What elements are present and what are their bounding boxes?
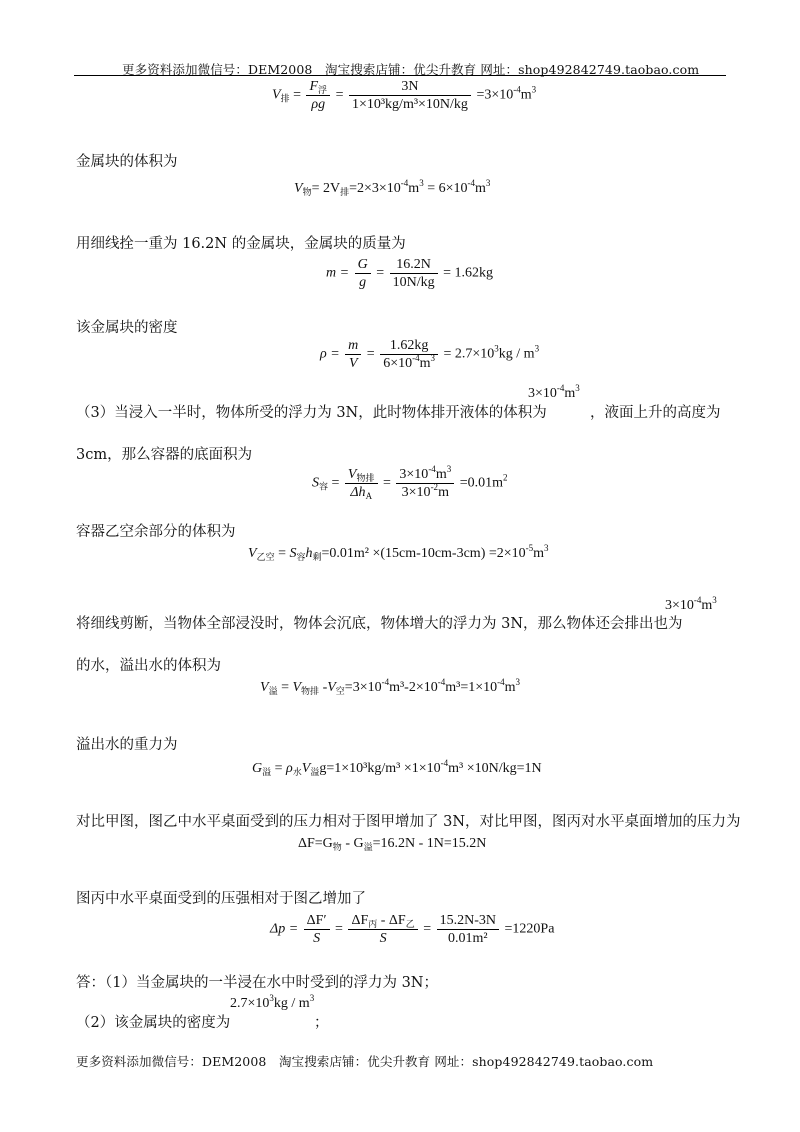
header-rule (74, 75, 726, 76)
text-part3-buoyancy: （3）当浸入一半时，物体所受的浮力为 3N，此时物体排开液体的体积为 (76, 405, 547, 421)
text-pressure-increase: 图丙中水平桌面受到的压强相对于图乙增加了 (76, 891, 366, 907)
equation-displaced-volume: $V_排$ = $\frac{F_浮}{\rho g}$ = $\frac{3N}{\text{1×10³kg/m³×10N/kg}}$ $=3\times 10^{-4}m^3$ (272, 79, 537, 112)
equation-force-increase: $\Delta F=G_物 - G_溢=16.2N - 1N=15.2N$ (298, 836, 487, 852)
text-container-area: 3cm，那么容器的底面积为 (76, 447, 253, 463)
equation-overflow-volume: $V_溢 = V_{物排}$ $-V_空=3\times 10^{-4}m^3-2\times 10^{-4}m^3=1\times 10^{-4}m^3$ (260, 677, 521, 696)
equation-overflow-weight: $G_溢 = \rho_水V_溢g=1\times 10^3kg/m^3 \times 1\times 10^{-4}m^3 \times 10N/kg=1N$ (252, 758, 542, 777)
equation-density: ρ = $\frac{m}{V}$ = $\frac{1.62kg}{6\times 10^{-4}m^3}$ = $2.7\times 10^3kg / m^3$ (320, 338, 540, 371)
inline-extra-volume: $3\times 10^{-4}m^3$ (665, 595, 717, 613)
text-density: 该金属块的密度 (76, 320, 178, 336)
inline-density-value: $2.7\times 10^3kg / m^3$ (230, 993, 315, 1011)
text-pressure-force: 对比甲图，图乙中水平桌面受到的压力相对于图甲增加了 3N，对比甲图，图丙对水平桌面增加的压力为 (76, 814, 741, 830)
text-overflow-volume: 的水，溢出水的体积为 (76, 658, 221, 674)
answer-2-end: ； (314, 1015, 329, 1031)
equation-mass: m = $\frac{G}{g}$ = $\frac{16.2N}{10N/kg}$ = 1.62kg (326, 257, 493, 290)
text-liquid-rise: ，液面上升的高度为 (590, 405, 721, 421)
answer-1: 答：（1）当金属块的一半浸在水中时受到的浮力为 3N； (76, 975, 438, 991)
equation-container-area: $S_容$ = $\frac{V_{物排}}{\Delta h_A}$ = $\frac{3\times 10^{-4}m^3}{3\times 10^{-2}m}$ $=0.01m^2$ (312, 464, 508, 501)
text-metal-mass: 用细线拴一重为 16.2N 的金属块，金属块的质量为 (76, 236, 406, 252)
inline-volume-value: $3\times 10^{-4}m^3$ (528, 383, 580, 401)
text-cut-string: 将细线剪断，当物体全部浸没时，物体会沉底，物体增大的浮力为 3N，那么物体还会排出也为 (76, 616, 683, 632)
equation-pressure: Δp = $\frac{\Delta F'}{S}$ = $\frac{\Delta F_丙 - \Delta F_乙}{S}$ = $\frac{15.2N-3N}{\text{0.01m²}}$ =1220Pa (270, 913, 555, 946)
text-overflow-weight: 溢出水的重力为 (76, 737, 178, 753)
text-empty-volume: 容器乙空余部分的体积为 (76, 524, 236, 540)
answer-2: （2）该金属块的密度为 (76, 1015, 231, 1031)
text-metal-volume: 金属块的体积为 (76, 154, 178, 170)
page-footer: 更多资料添加微信号：DEM2008 淘宝搜索店铺：优尖升教育 网址：shop492842749.taobao.com (76, 1054, 654, 1069)
equation-object-volume: $V_物= 2V_排=2\times 3\times 10^{-4}m^3 = 6\times 10^{-4}m^3$ (294, 178, 491, 197)
page-header: 更多资料添加微信号：DEM2008 淘宝搜索店铺：优尖升教育 网址：shop492842749.taobao.com (122, 62, 700, 77)
equation-empty-volume: $V_{乙空} = S_容h_剩=0.01m^2 \times(15cm-10cm-3cm) =2\times 10^{-5}m^3$ (248, 543, 549, 562)
